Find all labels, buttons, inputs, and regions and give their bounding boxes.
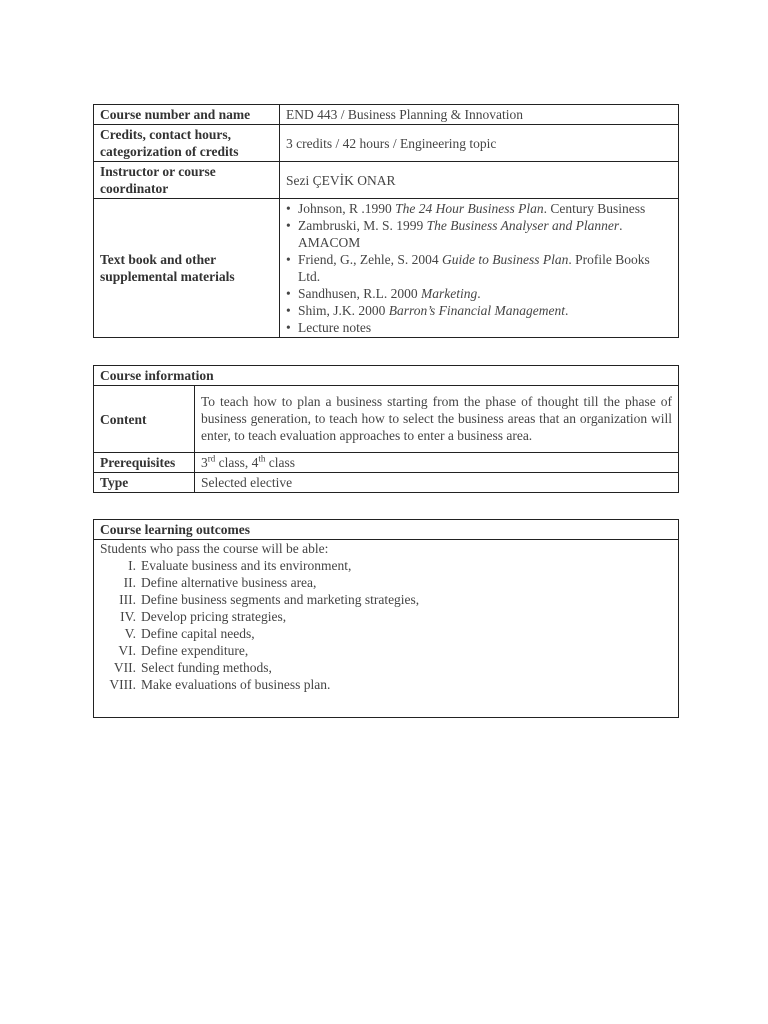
- outcomes-header: Course learning outcomes: [94, 520, 679, 540]
- list-item: [286, 217, 672, 251]
- table-row: [94, 540, 679, 718]
- instructor-value: Sezi ÇEVİK ONAR: [280, 162, 679, 199]
- ref-title: Barron’s Financial Management: [388, 303, 565, 318]
- course-info-header: Course information: [94, 366, 679, 386]
- type-value: Selected elective: [195, 473, 679, 493]
- materials-list: [286, 200, 672, 336]
- list-item: III. Define business segments and marketing strategies,: [119, 592, 420, 607]
- list-item: VI. Define expenditure,: [118, 643, 249, 658]
- table-row: [94, 453, 679, 473]
- course-number-value: END 443 / Business Planning & Innovation: [280, 105, 679, 125]
- type-label: Type: [94, 473, 195, 493]
- table-row: [94, 162, 679, 199]
- bullet-icon: •: [286, 218, 291, 233]
- prerequisites-value: 3rd class, 4th class: [195, 453, 679, 473]
- list-item: [286, 285, 672, 302]
- prerequisites-label: Prerequisites: [94, 453, 195, 473]
- ref-title: Marketing: [421, 286, 478, 301]
- course-info-table: [93, 365, 679, 493]
- bullet-icon: •: [286, 252, 291, 267]
- table-row: [94, 105, 679, 125]
- list-item: II. Define alternative business area,: [123, 575, 317, 590]
- ref-author: Johnson, R .1990: [298, 201, 396, 216]
- course-details-table: [93, 104, 679, 338]
- course-number-label: Course number and name: [94, 105, 280, 125]
- ref-publisher: . Profile Books Ltd.: [298, 252, 650, 284]
- ref-publisher: .: [477, 286, 481, 301]
- list-item: I. Evaluate business and its environment,: [128, 558, 352, 573]
- outcomes-list: [100, 557, 672, 693]
- content-text: To teach how to plan a business starting from the phase of thought till the phase of business generation, to teach how to select the business areas that an organization will enter, to teach evaluation approaches to enter a business area.: [195, 386, 679, 453]
- table-row: [94, 199, 679, 338]
- list-item: [286, 251, 672, 285]
- list-item: V. Define capital needs,: [124, 626, 255, 641]
- instructor-label: Instructor or course coordinator: [94, 162, 280, 199]
- materials-cell: [280, 199, 679, 338]
- ref-publisher: . AMACOM: [298, 218, 623, 250]
- table-row: [94, 366, 679, 386]
- bullet-icon: •: [286, 303, 291, 318]
- table-row: [94, 386, 679, 453]
- list-item: [286, 200, 672, 217]
- table-row: [94, 520, 679, 540]
- ref-publisher: . Century Business: [543, 201, 646, 216]
- outcomes-intro: Students who pass the course will be able:: [100, 541, 329, 556]
- ref-title: The Business Analyser and Planner: [426, 218, 620, 233]
- learning-outcomes-table: [93, 519, 679, 718]
- ref-author: Shim, J.K. 2000: [298, 303, 389, 318]
- list-item: VIII. Make evaluations of business plan.: [109, 677, 331, 692]
- list-item: [286, 319, 672, 336]
- credits-value: 3 credits / 42 hours / Engineering topic: [280, 125, 679, 162]
- ref-author: Friend, G., Zehle, S. 2004: [298, 252, 442, 267]
- ref-publisher: .: [565, 303, 569, 318]
- materials-label: Text book and other supplemental materials: [94, 199, 280, 338]
- list-item: VII. Select funding methods,: [113, 660, 272, 675]
- list-item: [286, 302, 672, 319]
- content-label: Content: [94, 386, 195, 453]
- ref-title: Guide to Business Plan: [442, 252, 569, 267]
- outcomes-cell: [94, 540, 679, 718]
- bullet-icon: •: [286, 320, 291, 335]
- ref-author: Lecture notes: [298, 320, 372, 335]
- bullet-icon: •: [286, 286, 291, 301]
- ref-author: Sandhusen, R.L. 2000: [298, 286, 421, 301]
- table-row: [94, 125, 679, 162]
- list-item: IV. Develop pricing strategies,: [120, 609, 287, 624]
- bullet-icon: •: [286, 201, 291, 216]
- ref-author: Zambruski, M. S. 1999: [298, 218, 427, 233]
- ref-title: The 24 Hour Business Plan: [395, 201, 544, 216]
- table-row: [94, 473, 679, 493]
- credits-label: Credits, contact hours, categorization of credits: [94, 125, 280, 162]
